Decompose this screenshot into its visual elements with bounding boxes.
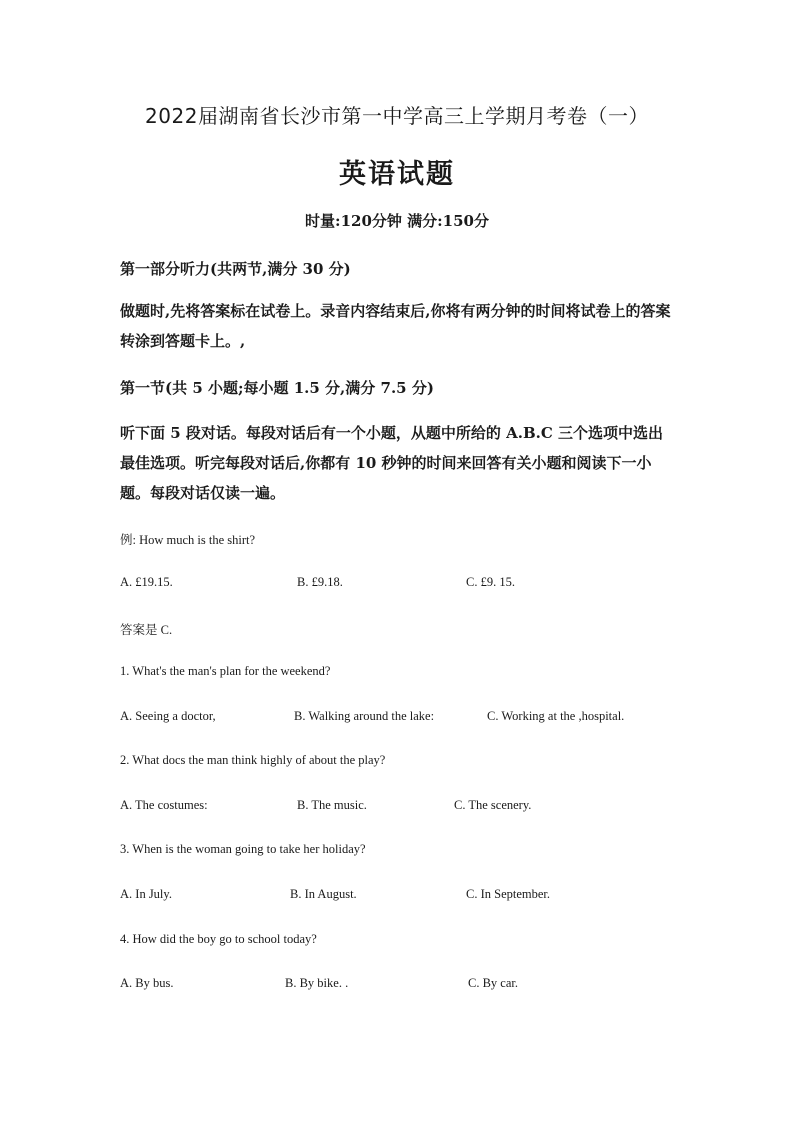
question-3-option-a: A. In July. [120,887,172,901]
question-3-option-c: C. In September. [466,887,551,901]
example-question: 例: How much is the shirt? [120,533,256,547]
part1-heading: 第一部分听力(共两节,满分 30 分) [120,260,351,278]
question-2-option-b: B. The music. [297,798,367,812]
question-1-option-c: C. Working at the ,hospital. [487,709,625,723]
exam-timing: 时量:120分钟 满分:150分 [305,212,489,230]
example-answer: 答案是 C. [120,623,173,637]
question-4-option-a: A. By bus. [120,976,174,990]
part1-instruction: 做题时,先将答案标在试卷上。录音内容结束后,你将有两分钟的时间将试卷上的答案转涂到答题卡上。, [120,302,671,350]
exam-title: 2022届湖南省长沙市第一中学高三上学期月考卷（一） [145,104,649,128]
question-1-option-b: B. Walking around the lake: [294,709,435,723]
question-1-option-a: A. Seeing a doctor, [120,709,216,723]
question-2: 2. What docs the man think highly of about the play? [120,753,386,767]
question-2-option-c: C. The scenery. [454,798,532,812]
question-3-option-b: B. In August. [290,887,357,901]
question-4-option-b: B. By bike. . [285,976,349,990]
section1-heading: 第一节(共 5 小题;每小题 1.5 分,满分 7.5 分) [120,379,434,397]
section1-instruction: 听下面 5 段对话。每段对话后有一个小题，从题中所给的 A.B.C 三个选项中选出最佳选项。听完每段对话后,你都有 10 秒钟的时间来回答有关小题和阅读下一小题。每段对话仅读一遍。 [120,424,664,502]
subject-title: 英语试题 [339,159,455,190]
question-4: 4. How did the boy go to school today? [120,932,317,946]
question-4-option-c: C. By car. [468,976,518,990]
question-2-option-a: A. The costumes: [120,798,208,812]
example-option-c: C. £9. 15. [466,575,515,589]
example-option-a: A. £19.15. [120,575,173,589]
question-1: 1. What's the man's plan for the weekend? [120,664,331,678]
example-option-b: B. £9.18. [297,575,343,589]
question-3: 3. When is the woman going to take her holiday? [120,842,366,856]
